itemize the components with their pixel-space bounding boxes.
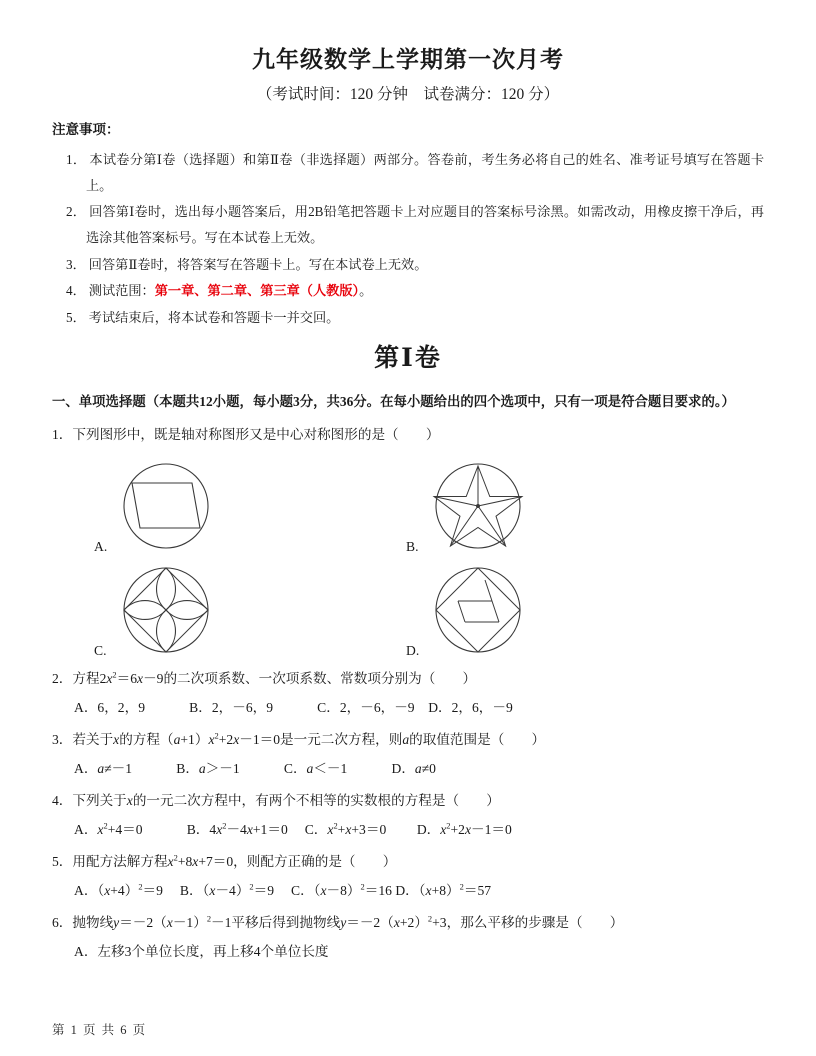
question-4 (52, 788, 764, 815)
figure-row-ab (52, 456, 764, 556)
question-5-stem (52, 849, 764, 876)
notice-item (52, 199, 764, 250)
notice-item-suffix: 。 (359, 283, 373, 299)
exam-subtitle: （考试时间：120 分钟 试卷满分：120 分） (256, 85, 560, 103)
question-1-stem (52, 422, 764, 449)
question-number: 6． (52, 915, 73, 931)
question-number: 1． (52, 426, 73, 442)
question-number: 4． (52, 793, 73, 809)
figure-label-c: C. (94, 643, 107, 659)
figure-option-b (362, 456, 674, 556)
question-number: 2． (52, 671, 73, 687)
page-title: 九年级数学上学期第一次月考 (252, 47, 564, 72)
question-4-stem (52, 788, 764, 815)
question-3-options[interactable]: A．a≠－1 B．a＞－1 C．a＜－1 D．a≠0 (74, 760, 436, 776)
parallelogram-in-circle-icon (116, 456, 216, 556)
paper-section-heading: 第Ⅰ卷 (374, 344, 442, 372)
question-number: 5． (52, 854, 73, 870)
notice-item-test-range (52, 278, 764, 304)
question-3 (52, 727, 764, 754)
question-4-options[interactable]: A．$x^2+4=0$ B．$4x^2-4x+1=0$ C．$x^2+x+3=0$ D．$x^2+2x-1=0$ (74, 820, 512, 837)
notice-item-text: 回答第Ⅱ卷时，将答案写在答题卡上。写在本试卷上无效。 (88, 256, 428, 272)
page-footer: 第 1 页 共 6 页 (52, 1023, 147, 1037)
notice-heading: 注意事项： (52, 121, 120, 137)
figure-option-c (52, 560, 362, 660)
figure-label-a: A. (94, 539, 108, 555)
question-6 (52, 910, 764, 937)
notice-item-number: 2． (66, 204, 87, 220)
notice-item (52, 252, 764, 278)
notice-item-text: 测试范围： (88, 283, 155, 299)
question-1 (52, 422, 764, 449)
question-text: 用配方法解方程$x^2+8x+7=0$，则配方正确的是（ ） (72, 852, 397, 870)
notice-item-number: 4． (66, 283, 86, 299)
question-5 (52, 849, 764, 876)
notice-list (52, 147, 764, 331)
question-text: 若关于x的方程$(a+1)x^2+2x-1=0$是一元二次方程，则a的取值范围是（ ） (72, 730, 546, 748)
question-1-figures (52, 456, 764, 660)
figure-label-b: B. (406, 539, 419, 555)
question-6-stem (52, 910, 764, 937)
notice-item-number: 3． (66, 256, 86, 272)
pinwheel-square-in-circle-icon (428, 560, 528, 660)
figure-row-cd (52, 560, 764, 660)
question-text: 下列关于x的一元二次方程中，有两个不相等的实数根的方程是（ ） (72, 793, 500, 809)
question-2-options[interactable]: A．6，2，9 B．2，－6，9 C．2，－6，－9 D．2，6，－9 (74, 699, 513, 715)
notice-item (52, 147, 764, 198)
notice-item-number: 5． (66, 310, 86, 326)
figure-option-a (52, 456, 362, 556)
five-pointed-star-in-circle-icon (428, 456, 528, 556)
notice-item-text: 考试结束后，将本试卷和答题卡一并交回。 (88, 310, 340, 326)
question-2 (52, 666, 764, 693)
notice-item-text: 本试卷分第Ⅰ卷（选择题）和第Ⅱ卷（非选择题）两部分。答卷前，考生务必将自己的姓名、准考证号填写在答题卡上。 (86, 151, 765, 193)
notice-item-text: 回答第Ⅰ卷时，选出每小题答案后，用2B铅笔把答题卡上对应题目的答案标号涂黑。如需改动，用橡皮擦干净后，再选涂其他答案标号。写在本试卷上无效。 (86, 204, 764, 245)
notice-item-number: 1． (66, 151, 87, 167)
question-3-stem (52, 727, 764, 754)
question-5-options[interactable]: A．$(x+4)^2=9$ B．$(x-4)^2=9$ C．$(x-8)^2=16$ D．$(x+8)^2=57$ (74, 881, 492, 898)
figure-option-d (362, 560, 674, 660)
question-text: 方程$2x^2=6x-9$的二次项系数、一次项系数、常数项分别为（ ） (72, 669, 477, 687)
question-number: 3． (52, 732, 73, 748)
question-6-options[interactable]: A．左移3个单位长度，再上移4个单位长度 (74, 943, 329, 959)
test-range-highlight: 第一章、第二章、第三章（人教版） (154, 283, 360, 299)
multiple-choice-section-heading: 一、单项选择题（本题共12小题，每小题3分，共36分。在每小题给出的四个选项中，只有一项是符合题目要求的。） (52, 394, 735, 410)
question-text: 抛物线$y=-2(x-1)^2-1$平移后得到抛物线$y=-2(x+2)^2+3$，那么平移的步骤是（ ） (72, 913, 624, 931)
question-text: 下列图形中，既是轴对称图形又是中心对称图形的是（ ） (72, 426, 440, 442)
question-2-stem (52, 666, 764, 693)
four-petal-flower-in-circle-icon (116, 560, 216, 660)
notice-item (52, 305, 764, 331)
figure-label-d: D. (406, 643, 420, 659)
